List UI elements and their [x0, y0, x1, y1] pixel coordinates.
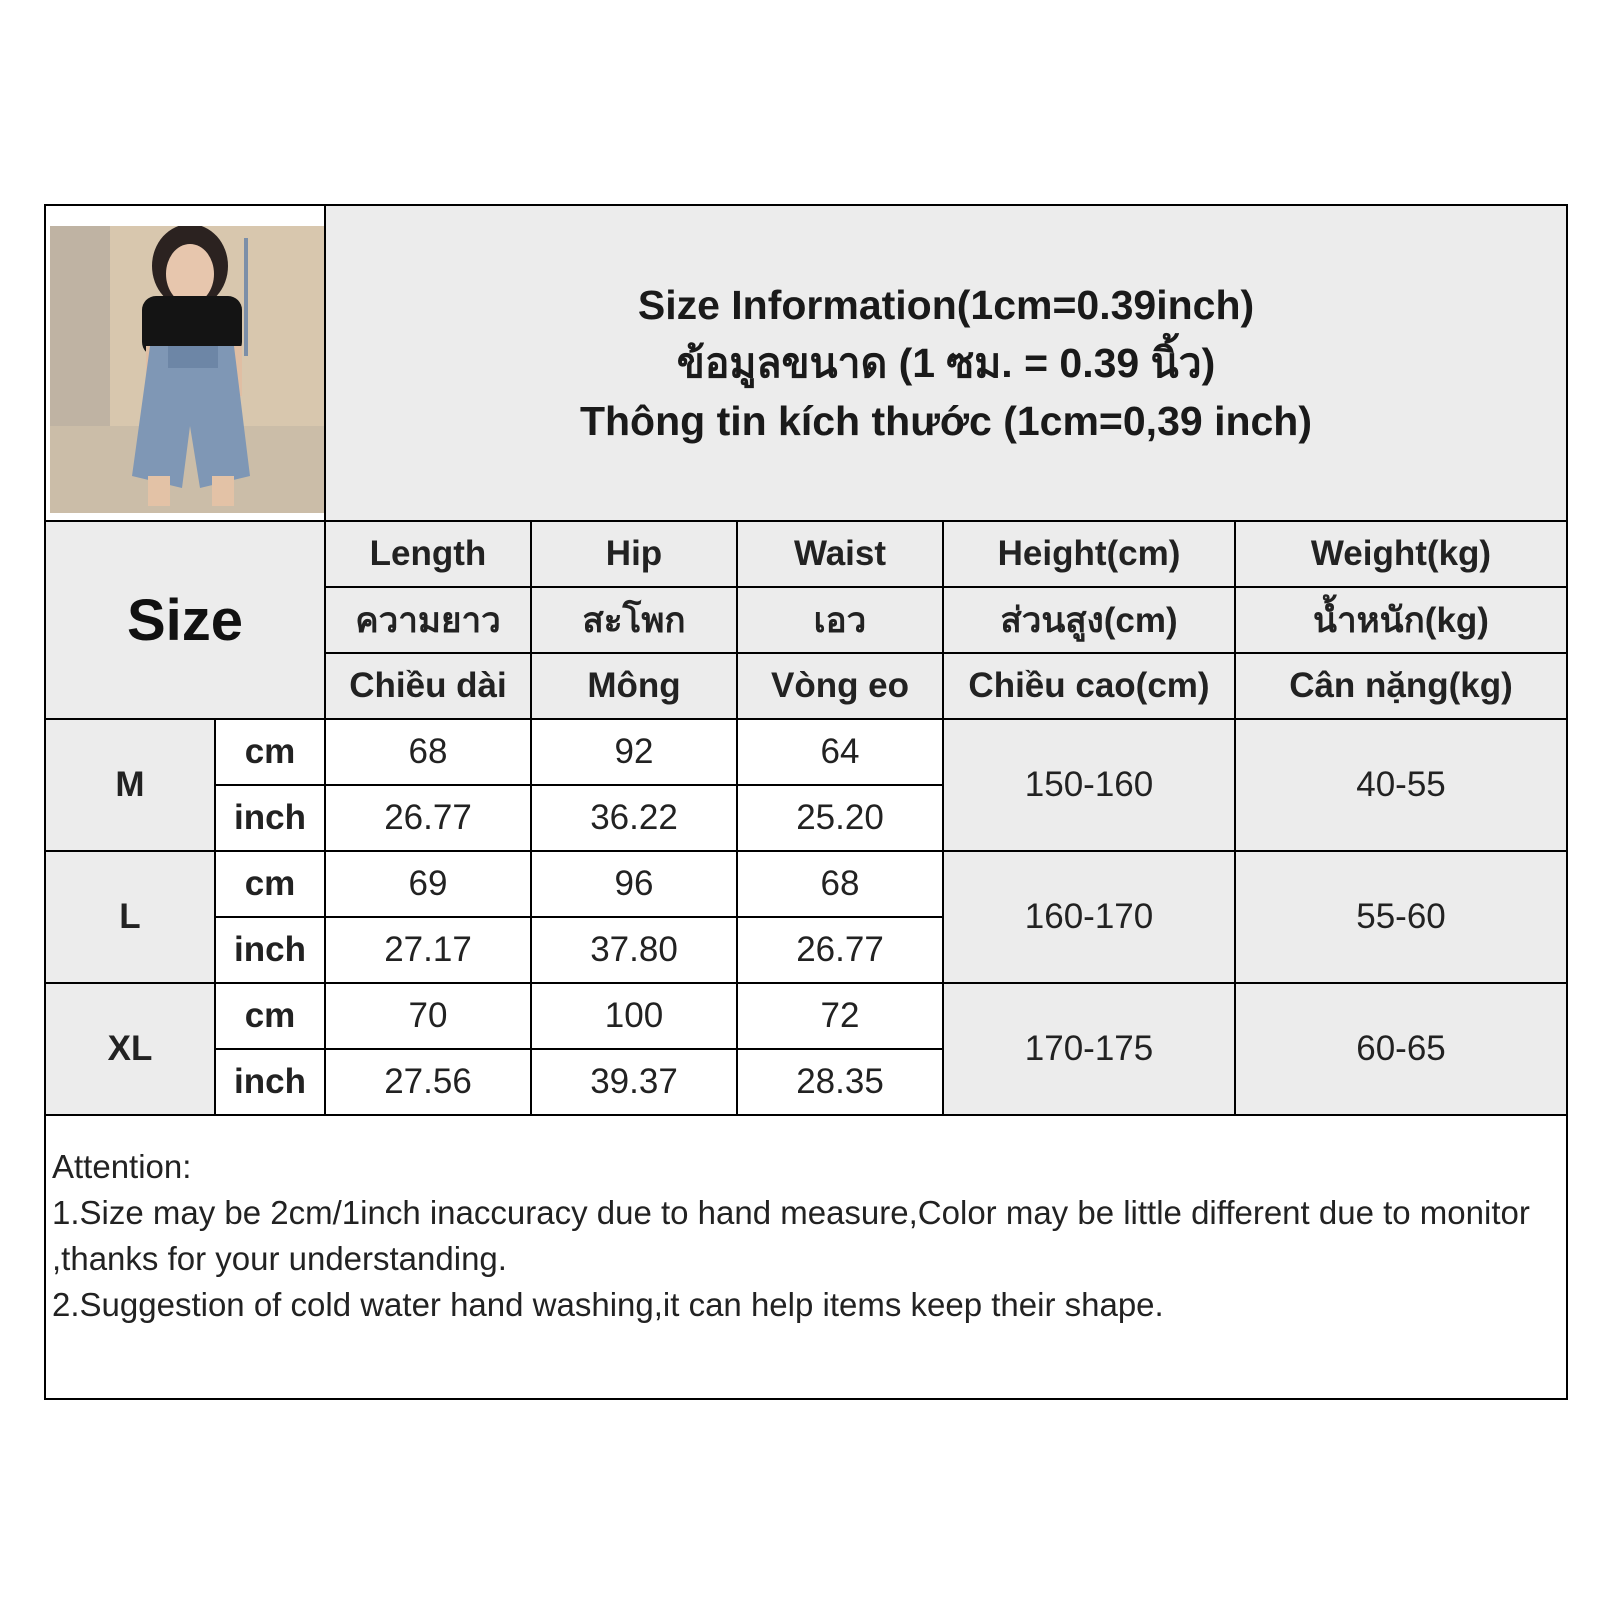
col-header-waist-vi: Vòng eo [738, 654, 942, 718]
l-weight: 55-60 [1236, 852, 1566, 982]
grid-line [326, 586, 1566, 588]
grid-line [46, 520, 1566, 522]
xl-waist-inch: 28.35 [738, 1050, 942, 1114]
grid-line [326, 652, 1566, 654]
product-photo [50, 226, 324, 513]
xl-length-inch: 27.56 [326, 1050, 530, 1114]
m-hip-cm: 92 [532, 720, 736, 784]
unit-inch-label: inch [216, 1050, 324, 1114]
xl-hip-cm: 100 [532, 984, 736, 1048]
m-height: 150-160 [944, 720, 1234, 850]
model-illustration [50, 226, 324, 513]
size-xl-label: XL [46, 984, 214, 1114]
xl-hip-inch: 39.37 [532, 1050, 736, 1114]
attention-heading: Attention: [52, 1148, 192, 1185]
xl-height: 170-175 [944, 984, 1234, 1114]
unit-cm-label: cm [216, 720, 324, 784]
l-length-inch: 27.17 [326, 918, 530, 982]
unit-cm-label: cm [216, 984, 324, 1048]
grid-line [324, 206, 326, 1114]
col-header-length-en: Length [326, 522, 530, 586]
grid-line [214, 718, 216, 1114]
size-l-label: L [46, 852, 214, 982]
grid-line [736, 520, 738, 1114]
m-length-cm: 68 [326, 720, 530, 784]
grid-line [46, 982, 1566, 984]
title-block [326, 206, 1566, 520]
col-header-weight-th: น้ำหนัก(kg) [1236, 588, 1566, 652]
grid-line [1234, 520, 1236, 1114]
grid-line [530, 520, 532, 1114]
l-hip-inch: 37.80 [532, 918, 736, 982]
title-english: Size Information(1cm=0.39inch) [637, 282, 1255, 328]
unit-cm-label: cm [216, 852, 324, 916]
title-thai: ข้อมูลขนาด (1 ซม. = 0.39 นิ้ว) [676, 340, 1216, 386]
size-chart [44, 204, 1568, 1400]
col-header-height-th: ส่วนสูง(cm) [944, 588, 1234, 652]
attention-note-2: 2.Suggestion of cold water hand washing,it can help items keep their shape. [52, 1286, 1164, 1323]
attention-note-1: 1.Size may be 2cm/1inch inaccuracy due to hand measure,Color may be little different due to monitor ,thanks for your understanding. [52, 1194, 1530, 1277]
col-header-height-en: Height(cm) [944, 522, 1234, 586]
unit-inch-label: inch [216, 918, 324, 982]
m-waist-inch: 25.20 [738, 786, 942, 850]
grid-line [46, 850, 1566, 852]
xl-waist-cm: 72 [738, 984, 942, 1048]
col-header-hip-th: สะโพก [532, 588, 736, 652]
grid-line [942, 520, 944, 1114]
xl-length-cm: 70 [326, 984, 530, 1048]
l-length-cm: 69 [326, 852, 530, 916]
col-header-hip-en: Hip [532, 522, 736, 586]
size-m-label: M [46, 720, 214, 850]
col-header-weight-vi: Cân nặng(kg) [1236, 654, 1566, 718]
size-header: Size [46, 522, 324, 718]
col-header-weight-en: Weight(kg) [1236, 522, 1566, 586]
l-waist-inch: 26.77 [738, 918, 942, 982]
attention-notes [46, 1136, 1566, 1398]
unit-inch-label: inch [216, 786, 324, 850]
col-header-length-th: ความยาว [326, 588, 530, 652]
col-header-height-vi: Chiều cao(cm) [944, 654, 1234, 718]
xl-weight: 60-65 [1236, 984, 1566, 1114]
m-weight: 40-55 [1236, 720, 1566, 850]
grid-line [46, 1114, 1566, 1116]
grid-line [46, 718, 1566, 720]
col-header-hip-vi: Mông [532, 654, 736, 718]
l-waist-cm: 68 [738, 852, 942, 916]
m-length-inch: 26.77 [326, 786, 530, 850]
title-vietnamese: Thông tin kích thước (1cm=0,39 inch) [579, 398, 1313, 444]
col-header-waist-en: Waist [738, 522, 942, 586]
m-waist-cm: 64 [738, 720, 942, 784]
l-height: 160-170 [944, 852, 1234, 982]
m-hip-inch: 36.22 [532, 786, 736, 850]
col-header-waist-th: เอว [738, 588, 942, 652]
l-hip-cm: 96 [532, 852, 736, 916]
col-header-length-vi: Chiều dài [326, 654, 530, 718]
